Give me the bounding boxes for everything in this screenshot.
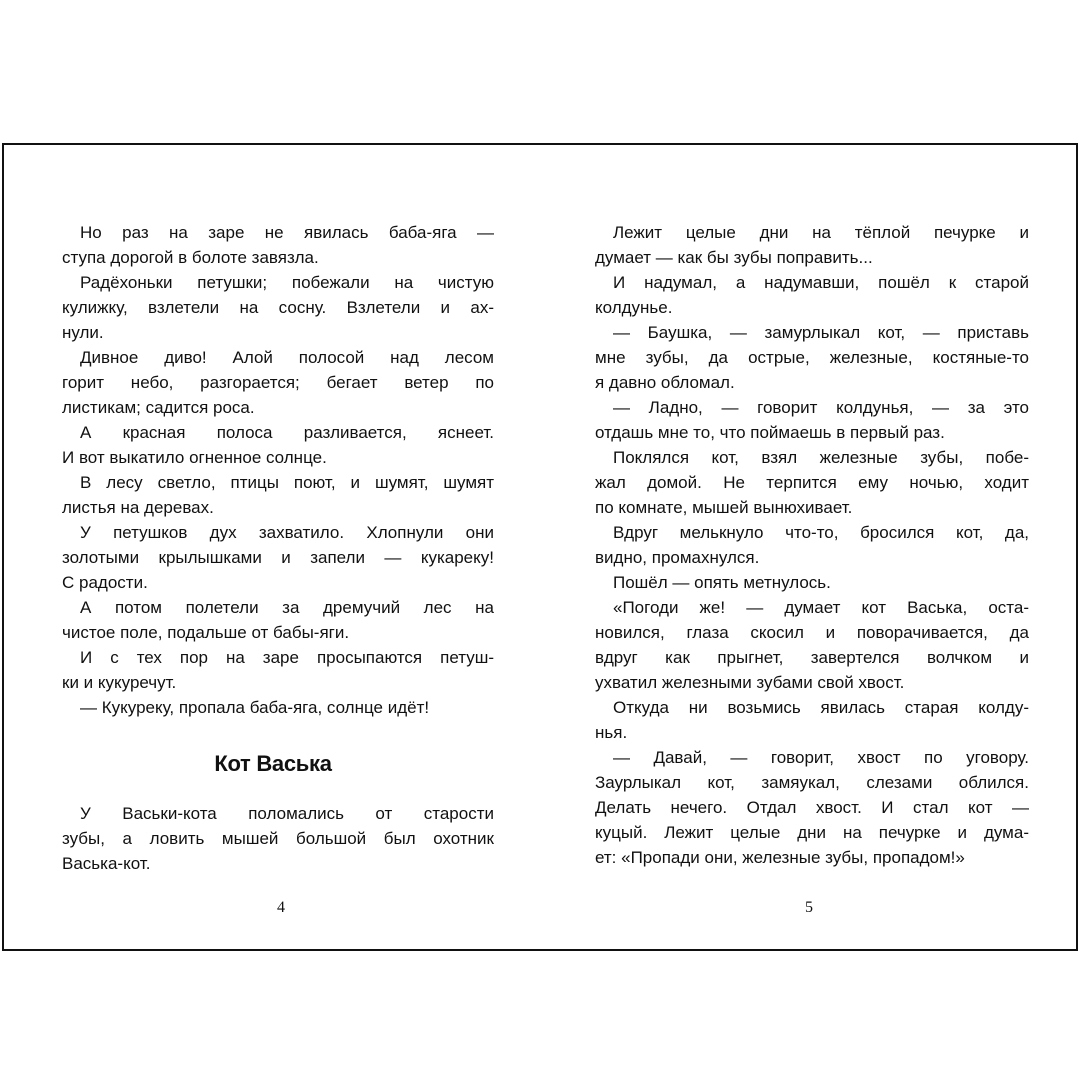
text-line: У петушков дух захватило. Хлопнули они — [80, 523, 494, 542]
right-page — [542, 145, 1078, 949]
text-line: кулижку, взлетели на сосну. Взлетели и ах- — [62, 298, 494, 317]
text-line: Заурлыкал кот, замяукал, слезами облился. — [595, 773, 1029, 792]
paragraph — [62, 220, 494, 270]
page-number-left: 4 — [277, 899, 285, 916]
text-line: ступа дорогой в болоте завязла. — [62, 248, 319, 267]
paragraph — [595, 270, 1029, 320]
text-line: Откуда ни возьмись явилась старая колду- — [613, 698, 1029, 717]
chapter-heading: Кот Васька — [214, 751, 332, 776]
text-line: куцый. Лежит целые дни на печурке и дума- — [595, 823, 1029, 842]
paragraph — [595, 595, 1029, 695]
paragraph — [595, 445, 1029, 520]
text-line: Лежит целые дни на тёплой печурке и — [613, 223, 1029, 242]
paragraph — [62, 695, 494, 720]
text-line: — Баушка, — замурлыкал кот, — приставь — [613, 323, 1029, 342]
paragraph — [62, 345, 494, 420]
paragraph — [595, 320, 1029, 395]
text-line: Пошёл — опять метнулось. — [613, 573, 831, 592]
paragraph — [595, 745, 1029, 870]
text-line: видно, промахнулся. — [595, 548, 760, 567]
text-line: Вдруг мелькнуло что-то, бросился кот, да, — [613, 523, 1029, 542]
text-line: Дивное диво! Алой полосой над лесом — [80, 348, 494, 367]
text-line: по комнате, мышей вынюхивает. — [595, 498, 853, 517]
text-line: колдунье. — [595, 298, 673, 317]
text-line: листья на деревах. — [62, 498, 214, 517]
left-page — [4, 145, 542, 949]
text-line: горит небо, разгорается; бегает ветер по — [62, 373, 494, 392]
text-line: чистое поле, подальше от бабы-яги. — [62, 623, 350, 642]
text-line: И надумал, а надумавши, пошёл к старой — [613, 273, 1029, 292]
paragraph — [62, 801, 494, 876]
text-line: И вот выкатило огненное солнце. — [62, 448, 327, 467]
text-line: ет: «Пропади они, железные зубы, пропадом!» — [595, 848, 965, 867]
paragraph — [595, 220, 1029, 270]
left-page-top-text — [62, 220, 494, 720]
text-line: листикам; садится роса. — [62, 398, 255, 417]
text-line: Но раз на заре не явилась баба-яга — — [80, 223, 494, 242]
text-line: Радёхоньки петушки; побежали на чистую — [80, 273, 494, 292]
paragraph — [62, 645, 494, 695]
text-line: В лесу светло, птицы поют, и шумят, шумят — [80, 473, 494, 492]
page-number-right: 5 — [805, 899, 813, 916]
left-page-bottom-text — [62, 801, 494, 876]
text-line: зубы, а ловить мышей большой был охотник — [62, 829, 494, 848]
text-line: У Васьки-кота поломались от старости — [80, 804, 494, 823]
text-line: нули. — [62, 323, 104, 342]
paragraph — [595, 695, 1029, 745]
paragraph — [62, 595, 494, 645]
paragraph — [595, 395, 1029, 445]
paragraph — [62, 270, 494, 345]
text-line: думает — как бы зубы поправить... — [595, 248, 873, 267]
text-line: Васька-кот. — [62, 854, 151, 873]
paragraph — [595, 570, 1029, 595]
text-line: Поклялся кот, взял железные зубы, побе- — [613, 448, 1029, 467]
text-line: новился, глаза скосил и поворачивается, да — [595, 623, 1029, 642]
text-line: нья. — [595, 723, 628, 742]
paragraph — [62, 470, 494, 520]
text-line: отдашь мне то, что поймаешь в первый раз. — [595, 423, 945, 442]
text-line: золотыми крылышками и запели — кукареку! — [62, 548, 494, 567]
text-line: С радости. — [62, 573, 148, 592]
right-page-text — [595, 220, 1029, 870]
book-spread — [2, 143, 1078, 951]
text-line: вдруг как прыгнет, завертелся волчком и — [595, 648, 1029, 667]
text-line: — Ладно, — говорит колдунья, — за это — [613, 398, 1029, 417]
text-line: «Погоди же! — думает кот Васька, оста- — [613, 598, 1029, 617]
text-line: я давно обломал. — [595, 373, 735, 392]
text-line: Делать нечего. Отдал хвост. И стал кот — — [595, 798, 1029, 817]
paragraph — [62, 520, 494, 595]
text-line: — Давай, — говорит, хвост по уговору. — [613, 748, 1029, 767]
text-line: жал домой. Не терпится ему ночью, ходит — [595, 473, 1029, 492]
paragraph — [595, 520, 1029, 570]
text-line: ухватил железными зубами свой хвост. — [595, 673, 905, 692]
text-line: мне зубы, да острые, железные, костяные-то — [595, 348, 1029, 367]
text-line: ки и кукуречут. — [62, 673, 177, 692]
text-line: А потом полетели за дремучий лес на — [80, 598, 494, 617]
text-line: А красная полоса разливается, яснеет. — [80, 423, 494, 442]
text-line: И с тех пор на заре просыпаются петуш- — [80, 648, 494, 667]
paragraph — [62, 420, 494, 470]
text-line: — Кукуреку, пропала баба-яга, солнце идёт! — [80, 698, 430, 717]
